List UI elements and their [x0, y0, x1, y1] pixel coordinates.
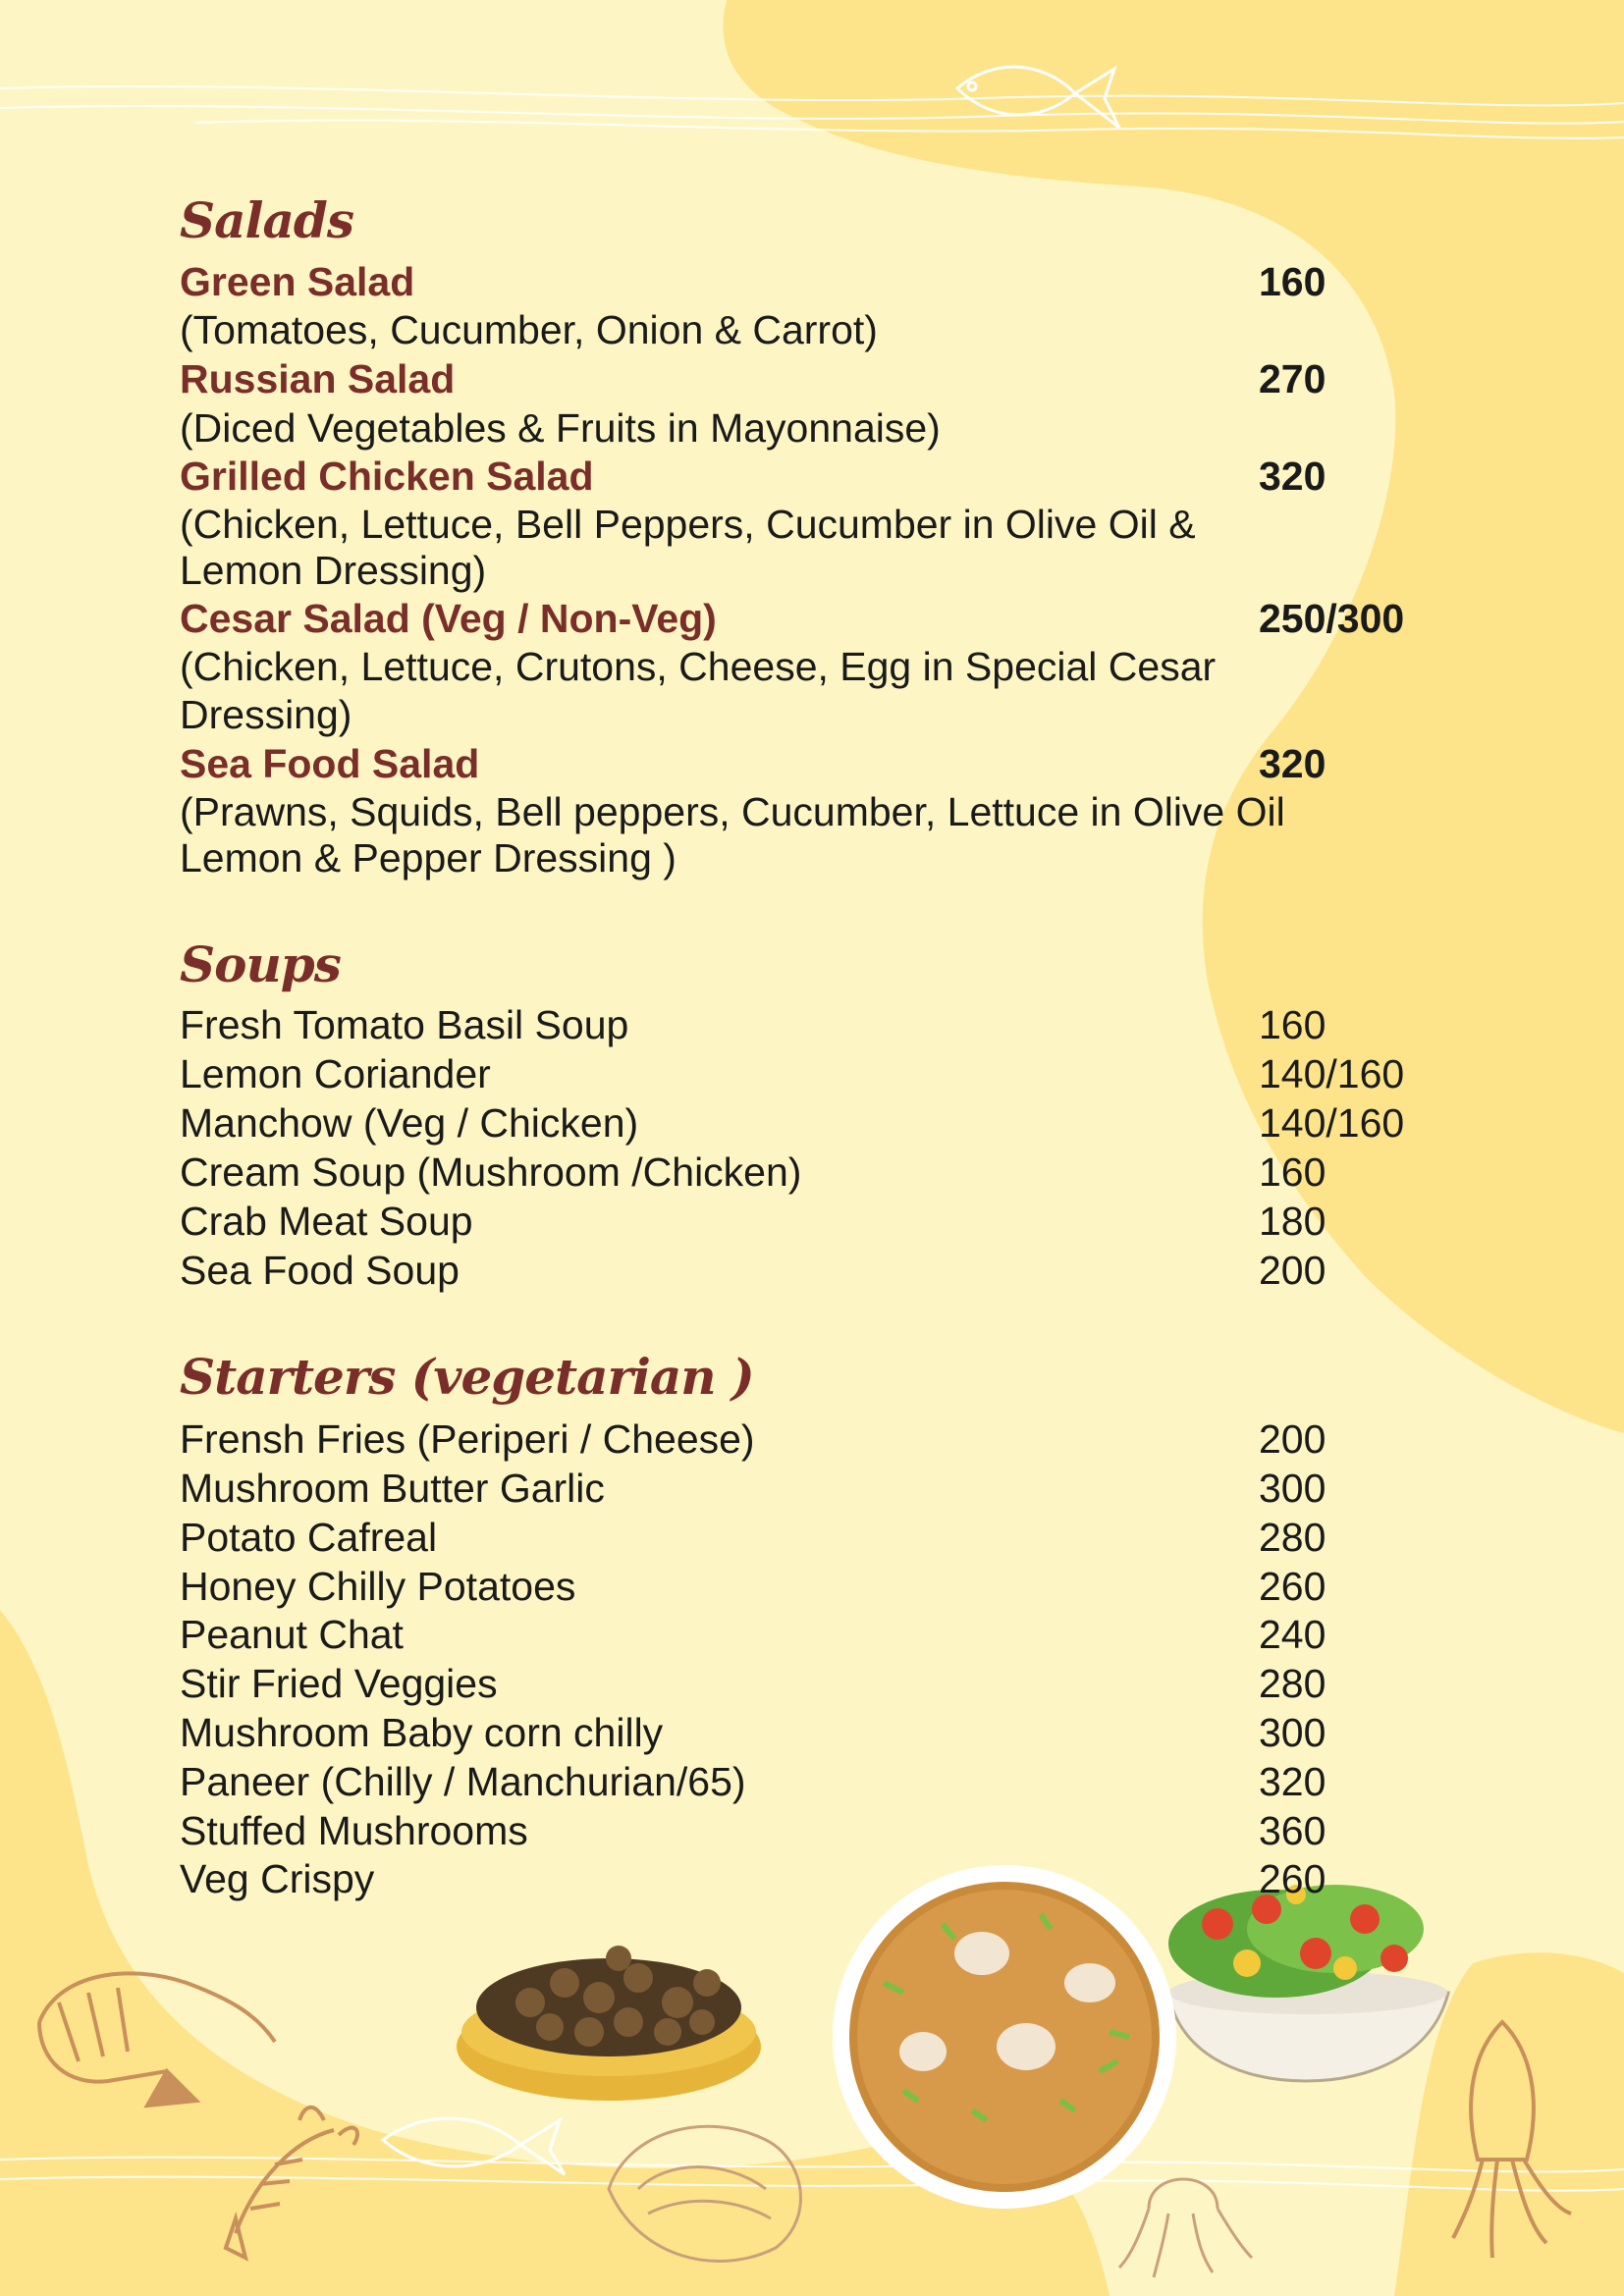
menu-item-price: 280	[1259, 1515, 1326, 1560]
menu-item-description: (Chicken, Lettuce, Bell Peppers, Cucumber in Olive Oil &	[180, 502, 1196, 547]
menu-item-price: 250/300	[1259, 596, 1405, 641]
menu-item-name: Mushroom Baby corn chilly	[180, 1710, 664, 1755]
menu-item-name: Russian Salad	[180, 356, 456, 401]
menu-item-price: 180	[1259, 1199, 1326, 1244]
menu-item-name: Lemon Coriander	[180, 1051, 491, 1096]
menu-item-description: Dressing)	[180, 692, 352, 737]
section-heading-starters: Starters (vegetarian )	[180, 1348, 754, 1406]
menu-item-name: Potato Cafreal	[180, 1515, 438, 1560]
menu-item-price: 320	[1259, 1759, 1326, 1804]
menu-item-description: Lemon Dressing)	[180, 548, 487, 593]
menu-item-description: Lemon & Pepper Dressing )	[180, 835, 677, 881]
menu-item-name: Grilled Chicken Salad	[180, 454, 594, 499]
section-heading-salads: Salads	[180, 191, 354, 249]
menu-item-name: Manchow (Veg / Chicken)	[180, 1100, 639, 1146]
menu-item-name: Paneer (Chilly / Manchurian/65)	[180, 1759, 746, 1804]
menu-item-name: Veg Crispy	[180, 1856, 375, 1901]
menu-item-price: 360	[1259, 1808, 1326, 1853]
menu-item-name: Mushroom Butter Garlic	[180, 1466, 605, 1511]
menu-item-name: Honey Chilly Potatoes	[180, 1564, 576, 1609]
menu-item-price: 160	[1259, 1002, 1326, 1047]
menu-item-name: Sea Food Soup	[180, 1248, 460, 1293]
menu-item-price: 240	[1259, 1612, 1326, 1657]
menu-item-price: 260	[1259, 1856, 1326, 1901]
menu-item-price: 300	[1259, 1466, 1326, 1511]
menu-item-price: 270	[1259, 356, 1326, 401]
menu-item-name: Peanut Chat	[180, 1612, 404, 1657]
menu-item-description: (Diced Vegetables & Fruits in Mayonnaise)	[180, 405, 941, 451]
menu-item-description: (Tomatoes, Cucumber, Onion & Carrot)	[180, 307, 878, 352]
menu-item-name: Stuffed Mushrooms	[180, 1808, 528, 1853]
menu-item-description: (Prawns, Squids, Bell peppers, Cucumber, Lettuce in Olive Oil	[180, 789, 1285, 834]
section-heading-soups: Soups	[180, 935, 341, 993]
menu-item-name: Fresh Tomato Basil Soup	[180, 1002, 629, 1047]
menu-item-name: Green Salad	[180, 259, 415, 304]
menu-item-name: Cesar Salad (Veg / Non-Veg)	[180, 596, 717, 641]
menu-item-name: Cream Soup (Mushroom /Chicken)	[180, 1149, 802, 1195]
menu-item-price: 160	[1259, 1149, 1326, 1195]
menu-item-price: 160	[1259, 259, 1326, 304]
menu-item-price: 320	[1259, 454, 1326, 499]
menu-item-price: 260	[1259, 1564, 1326, 1609]
menu-item-price: 280	[1259, 1661, 1326, 1706]
menu-item-price: 140/160	[1259, 1051, 1405, 1096]
menu-item-name: Stir Fried Veggies	[180, 1661, 498, 1706]
menu-item-price: 200	[1259, 1416, 1326, 1462]
menu-item-name: Crab Meat Soup	[180, 1199, 473, 1244]
menu-item-price: 200	[1259, 1248, 1326, 1293]
menu-item-name: Frensh Fries (Periperi / Cheese)	[180, 1416, 755, 1462]
menu-item-price: 140/160	[1259, 1100, 1405, 1146]
menu-item-name: Sea Food Salad	[180, 741, 480, 786]
menu-item-price: 300	[1259, 1710, 1326, 1755]
menu-item-price: 320	[1259, 741, 1326, 786]
menu-item-description: (Chicken, Lettuce, Crutons, Cheese, Egg in Special Cesar	[180, 644, 1217, 689]
